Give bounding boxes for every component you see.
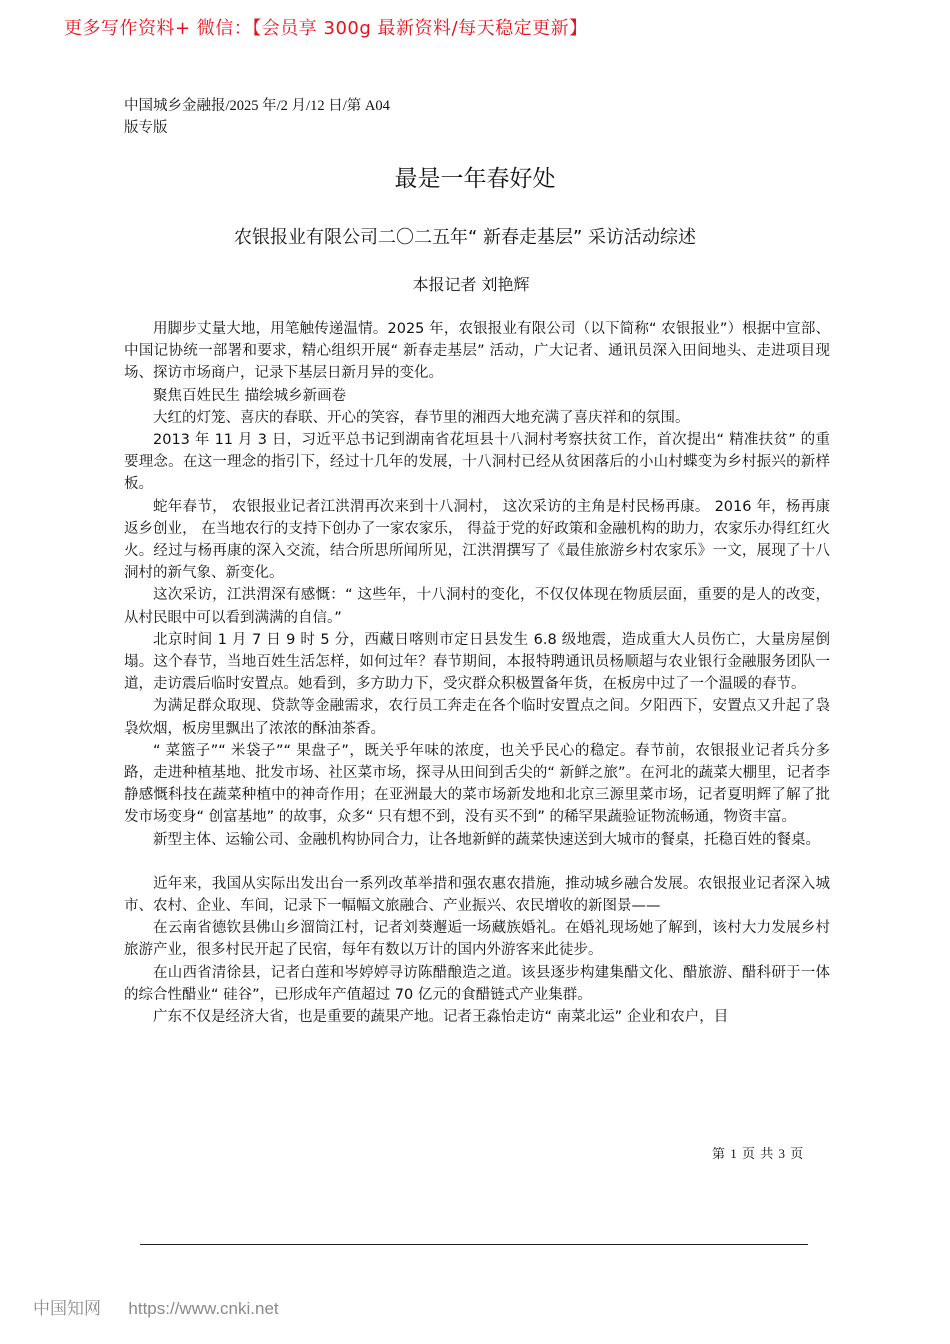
watermark-footer — [33, 1294, 279, 1319]
article-body — [124, 318, 830, 1028]
footer-brand: 中国知网 — [33, 1299, 101, 1319]
paragraph: 为满足群众取现、贷款等金融需求，农行员工奔走在各个临时安置点之间。夕阳西下，安置点又升起了袅袅炊烟，板房里飘出了浓浓的酥油茶香。 — [124, 698, 830, 737]
source-meta-line2: 版专版 — [124, 120, 168, 136]
paragraph: 广东不仅是经济大省，也是重要的蔬果产地。记者王淼怡走访“ 南菜北运” 企业和农户，目 — [153, 1009, 729, 1026]
paragraph: 在云南省德钦县佛山乡溜筒江村，记者刘葵邂逅一场藏族婚礼。在婚礼现场她了解到，该村大力发展乡村旅游产业，很多村民开起了民宿，每年有数以万计的国内外游客来此徒步。 — [124, 920, 830, 959]
paragraph: “ 菜篮子”“ 米袋子”“ 果盘子”，既关乎年味的浓度，也关乎民心的稳定。春节前，农银报业记者兵分多路，走进种植基地、批发市场、社区菜市场，探寻从田间到舌尖的“ 新鲜之旅”。在河北的蔬菜大棚里，记者李静感慨科技在蔬菜种植中的神奇作用；在亚洲最大的菜市场新发地和北京三源里菜市场，记者夏明辉了解了批发市场变身“ 创富基地” 的故事，众多“ 只有想不到，没有买不到” 的稀罕果蔬验证物流畅通，物资丰富。 — [124, 742, 830, 826]
article-byline: 本报记者 刘艳辉 — [412, 275, 530, 294]
section-heading: 聚焦百姓民生 描绘城乡新画卷 — [153, 387, 347, 404]
promo-banner: 更多写作资料+ 微信：【会员享 300g 最新资料/每天稳定更新】 — [64, 18, 588, 39]
paragraph: 用脚步丈量大地，用笔触传递温情。2025 年，农银报业有限公司（以下简称“ 农银报业”）根据中宣部、中国记协统一部署和要求，精心组织开展“ 新春走基层” 活动，广大记者、通讯员深入田间地头、走进项目现场、探访市场商户，记录下基层日新月异的变化。 — [124, 321, 830, 382]
source-meta — [124, 95, 390, 139]
paragraph: 北京时间 1 月 7 日 9 时 5 分，西藏日喀则市定日县发生 6.8 级地震，造成重大人员伤亡，大量房屋倒塌。这个春节，当地百姓生活怎样，如何过年？春节期间，本报特聘通讯员杨顺超与农业银行金融服务团队一道，走访震后临时安置点。她看到，多方助力下，受灾群众积极置备年货，在板房中过了一个温暖的春节。 — [124, 631, 830, 693]
footer-divider — [140, 1244, 808, 1245]
paragraph: 这次采访，江洪渭深有感慨：“ 这些年，十八洞村的变化，不仅仅体现在物质层面，重要的是人的改变，从村民眼中可以看到满满的自信。” — [124, 587, 830, 626]
page-number: 第 1 页 共 3 页 — [712, 1146, 805, 1161]
paragraph: 大红的灯笼、喜庆的春联、开心的笑容，春节里的湘西大地充满了喜庆祥和的氛围。 — [153, 409, 690, 426]
source-meta-line1: 中国城乡金融报/2025 年/2 月/12 日/第 A04 — [124, 98, 390, 114]
paragraph: 新型主体、运输公司、金融机构协同合力，让各地新鲜的蔬菜快速送到大城市的餐桌，托稳百姓的餐桌。 — [153, 831, 820, 848]
footer-url[interactable]: https://www.cnki.net — [128, 1299, 279, 1318]
article-subtitle: 农银报业有限公司二〇二五年“ 新春走基层” 采访活动综述 — [233, 227, 697, 248]
paragraph: 在山西省清徐县，记者白莲和岑婷婷寻访陈醋酿造之道。该县逐步构建集醋文化、醋旅游、醋科研于一体的综合性醋业“ 硅谷”，已形成年产值超过 70 亿元的食醋链式产业集群。 — [124, 964, 830, 1003]
article-title: 最是一年春好处 — [394, 166, 556, 192]
paragraph: 近年来，我国从实际出发出台一系列改革举措和强农惠农措施，推动城乡融合发展。农银报业记者深入城市、农村、企业、车间，记录下一幅幅文旅融合、产业振兴、农民增收的新图景—— — [124, 875, 830, 915]
paragraph: 蛇年春节， 农银报业记者江洪渭再次来到十八洞村， 这次采访的主角是村民杨再康。 2016 年，杨再康返乡创业， 在当地农行的支持下创办了一家农家乐， 得益于党的好政策和金融机构的助力，农家乐办得红红火火。经过与杨再康的深入交流，结合所思所闻所见，江洪渭撰写了《最佳旅游乡村农家乐》一文，展现了十八洞村的新气象、新变化。 — [124, 498, 830, 582]
paragraph: 2013 年 11 月 3 日，习近平总书记到湖南省花垣县十八洞村考察扶贫工作，首次提出“ 精准扶贫” 的重要理念。在这一理念的指引下，经过十几年的发展，十八洞村已经从贫困落后的小山村蝶变为乡村振兴的新样板。 — [124, 432, 830, 493]
